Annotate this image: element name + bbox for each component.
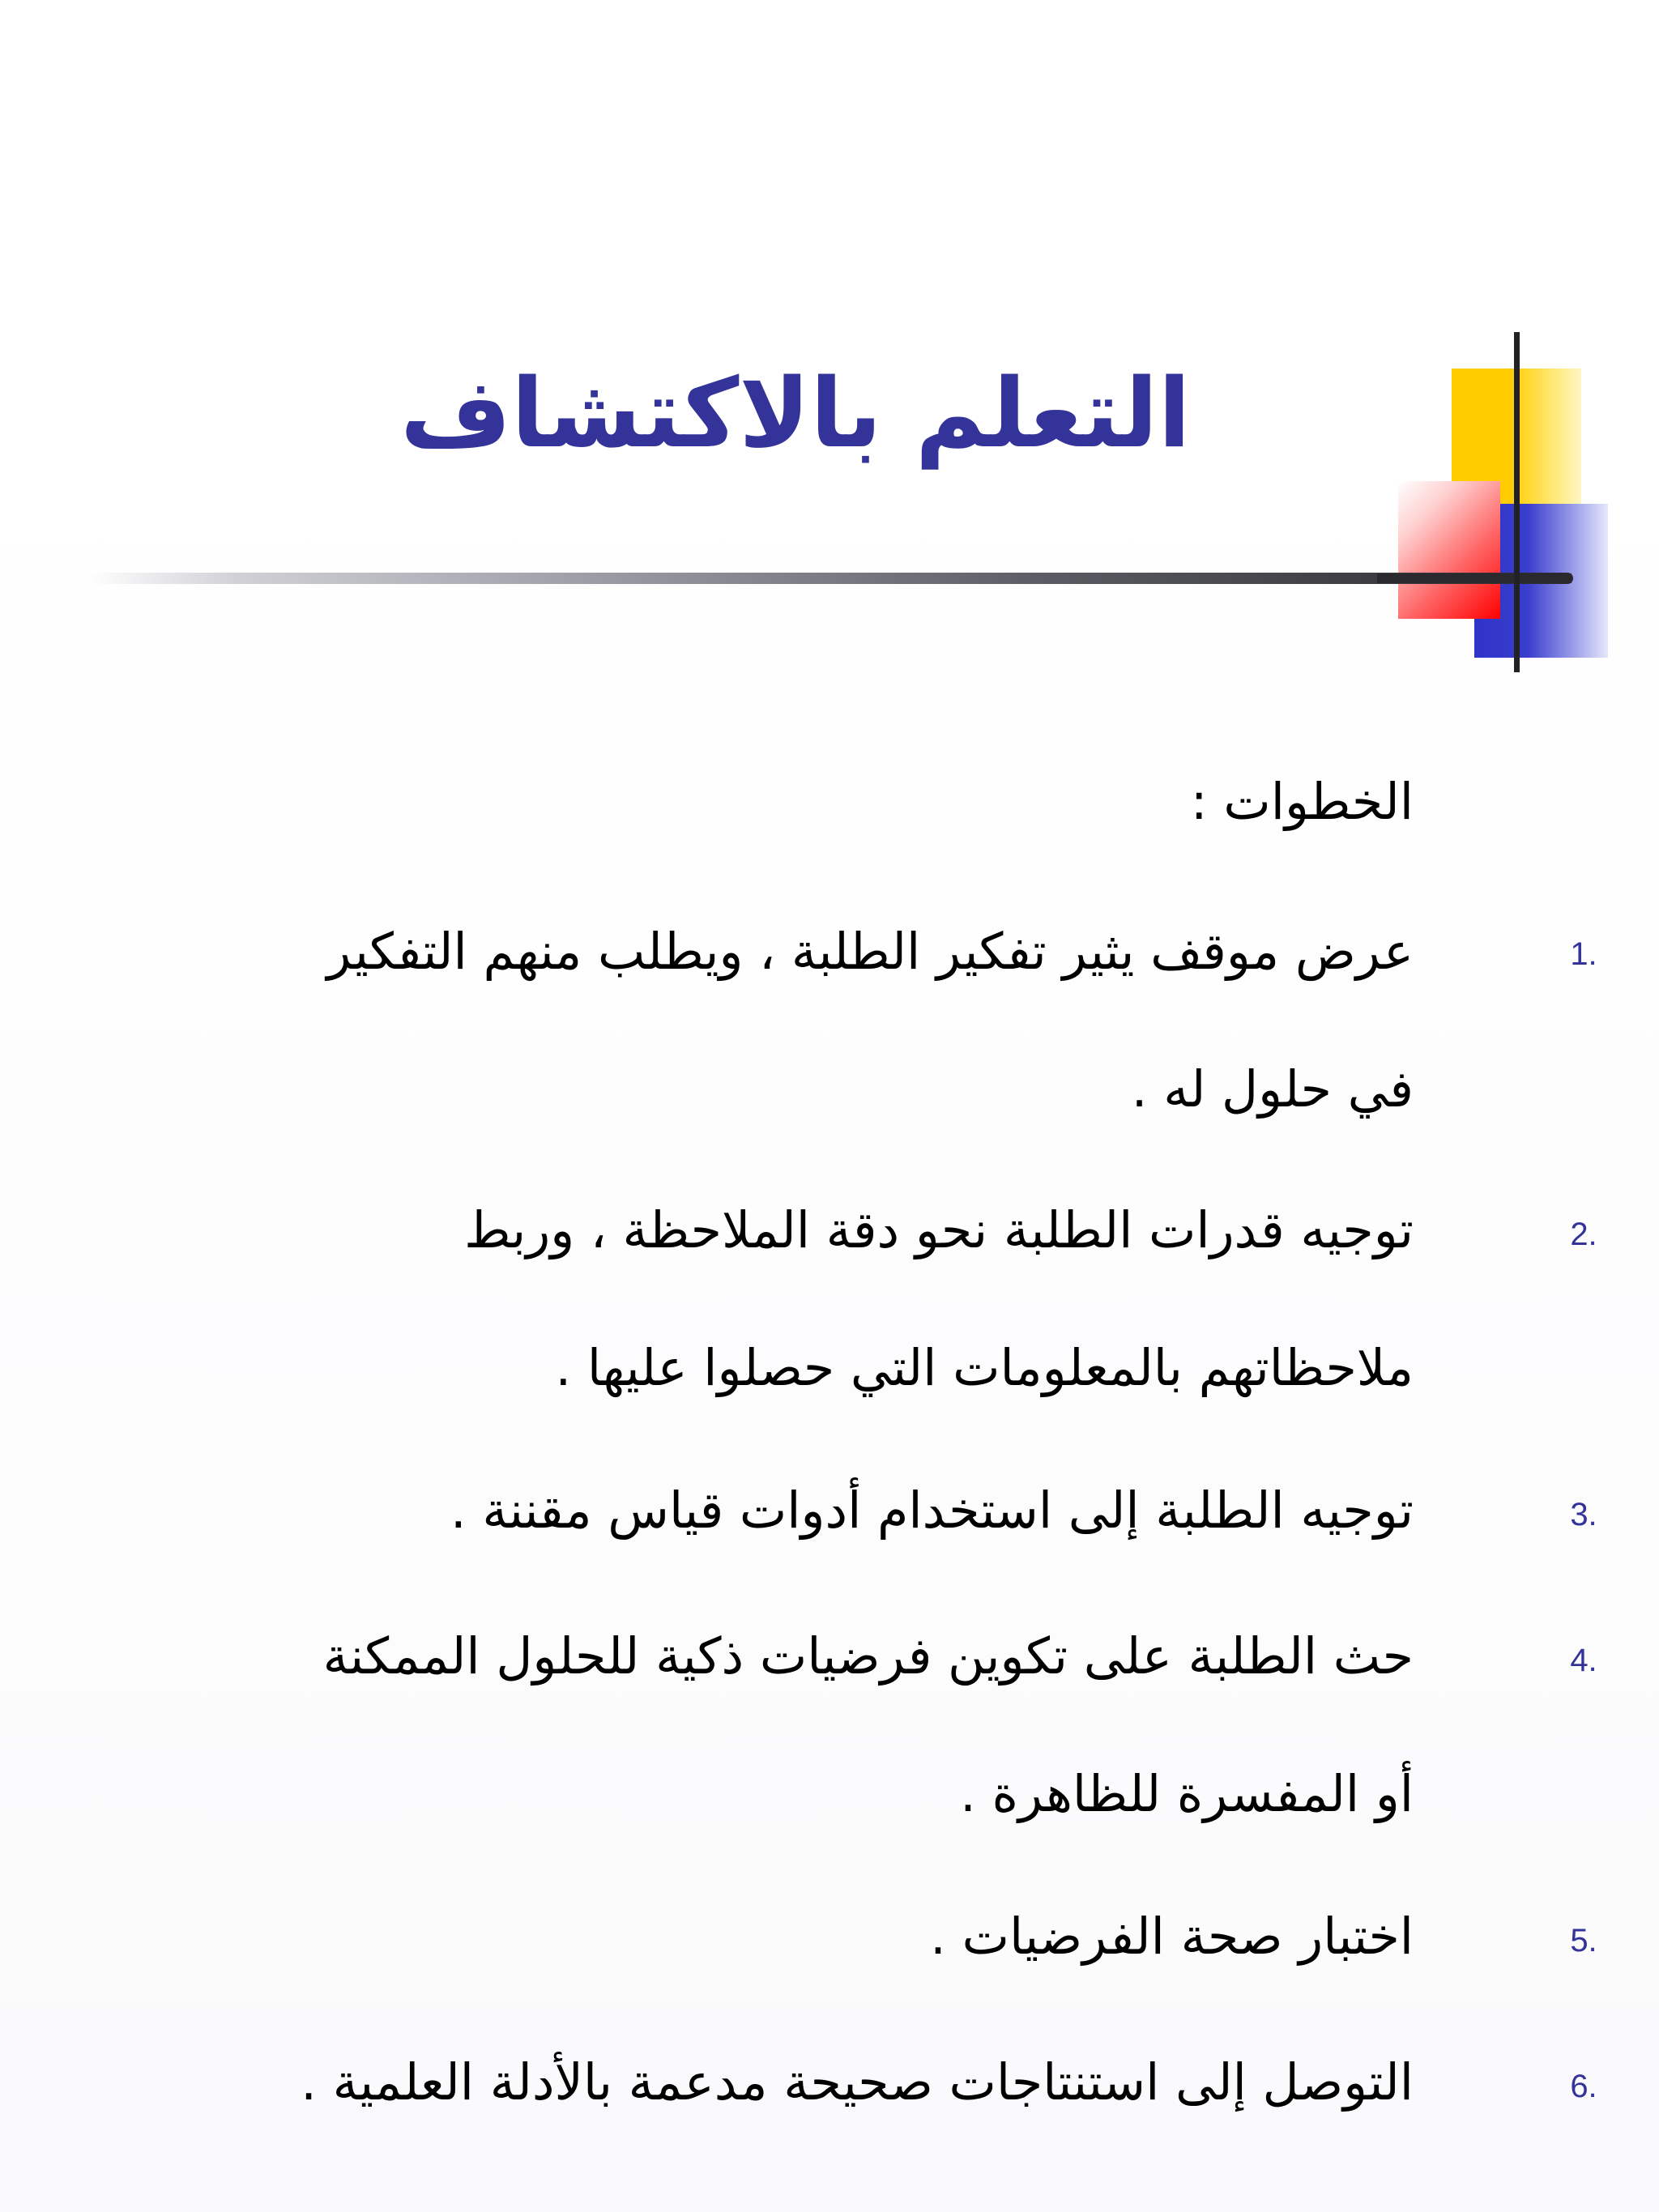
slide-title: التعلم بالاكتشاف xyxy=(399,357,1191,469)
decor-red-square xyxy=(1398,481,1500,619)
list-item-line: حث الطلبة على تكوين فرضيات ذكية للحلول الممكنة xyxy=(322,1626,1414,1686)
list-item-number: 5. xyxy=(1570,1923,1597,1958)
list-item-line: ملاحظاتهم بالمعلومات التي حصلوا عليها . xyxy=(555,1338,1414,1397)
list-item-line: توجيه الطلبة إلى استخدام أدوات قياس مقننة . xyxy=(450,1481,1414,1540)
list-item-line: عرض موقف يثير تفكير الطلبة ، ويطلب منهم التفكير xyxy=(326,922,1414,981)
list-item xyxy=(36,1588,1414,1863)
list-item-number: 2. xyxy=(1570,1217,1597,1252)
list-item xyxy=(36,1161,1414,1437)
list-item xyxy=(36,1442,1414,1579)
list-item-line: اختبار صحة الفرضيات . xyxy=(930,1907,1414,1966)
list-item-line: توجيه قدرات الطلبة نحو دقة الملاحظة ، وربط xyxy=(464,1200,1414,1259)
decor-vertical-line xyxy=(1514,332,1520,672)
steps-heading: الخطوات : xyxy=(1190,772,1414,831)
list-item xyxy=(36,883,1414,1158)
list-item-number: 6. xyxy=(1570,2069,1597,2104)
list-item-line: التوصل إلى استنتاجات صحيحة مدعمة بالأدلة العلمية . xyxy=(301,2052,1414,2112)
list-item-number: 1. xyxy=(1570,936,1597,972)
title-underline-rule xyxy=(89,573,1573,584)
decor-horizontal-line xyxy=(1377,573,1572,583)
list-item xyxy=(36,1868,1414,2005)
list-item-line: أو المفسرة للظاهرة . xyxy=(960,1764,1414,1823)
list-item-number: 3. xyxy=(1570,1497,1597,1532)
list-item-line: في حلول له . xyxy=(1131,1059,1414,1119)
list-item-number: 4. xyxy=(1570,1643,1597,1678)
list-item xyxy=(36,2014,1414,2151)
